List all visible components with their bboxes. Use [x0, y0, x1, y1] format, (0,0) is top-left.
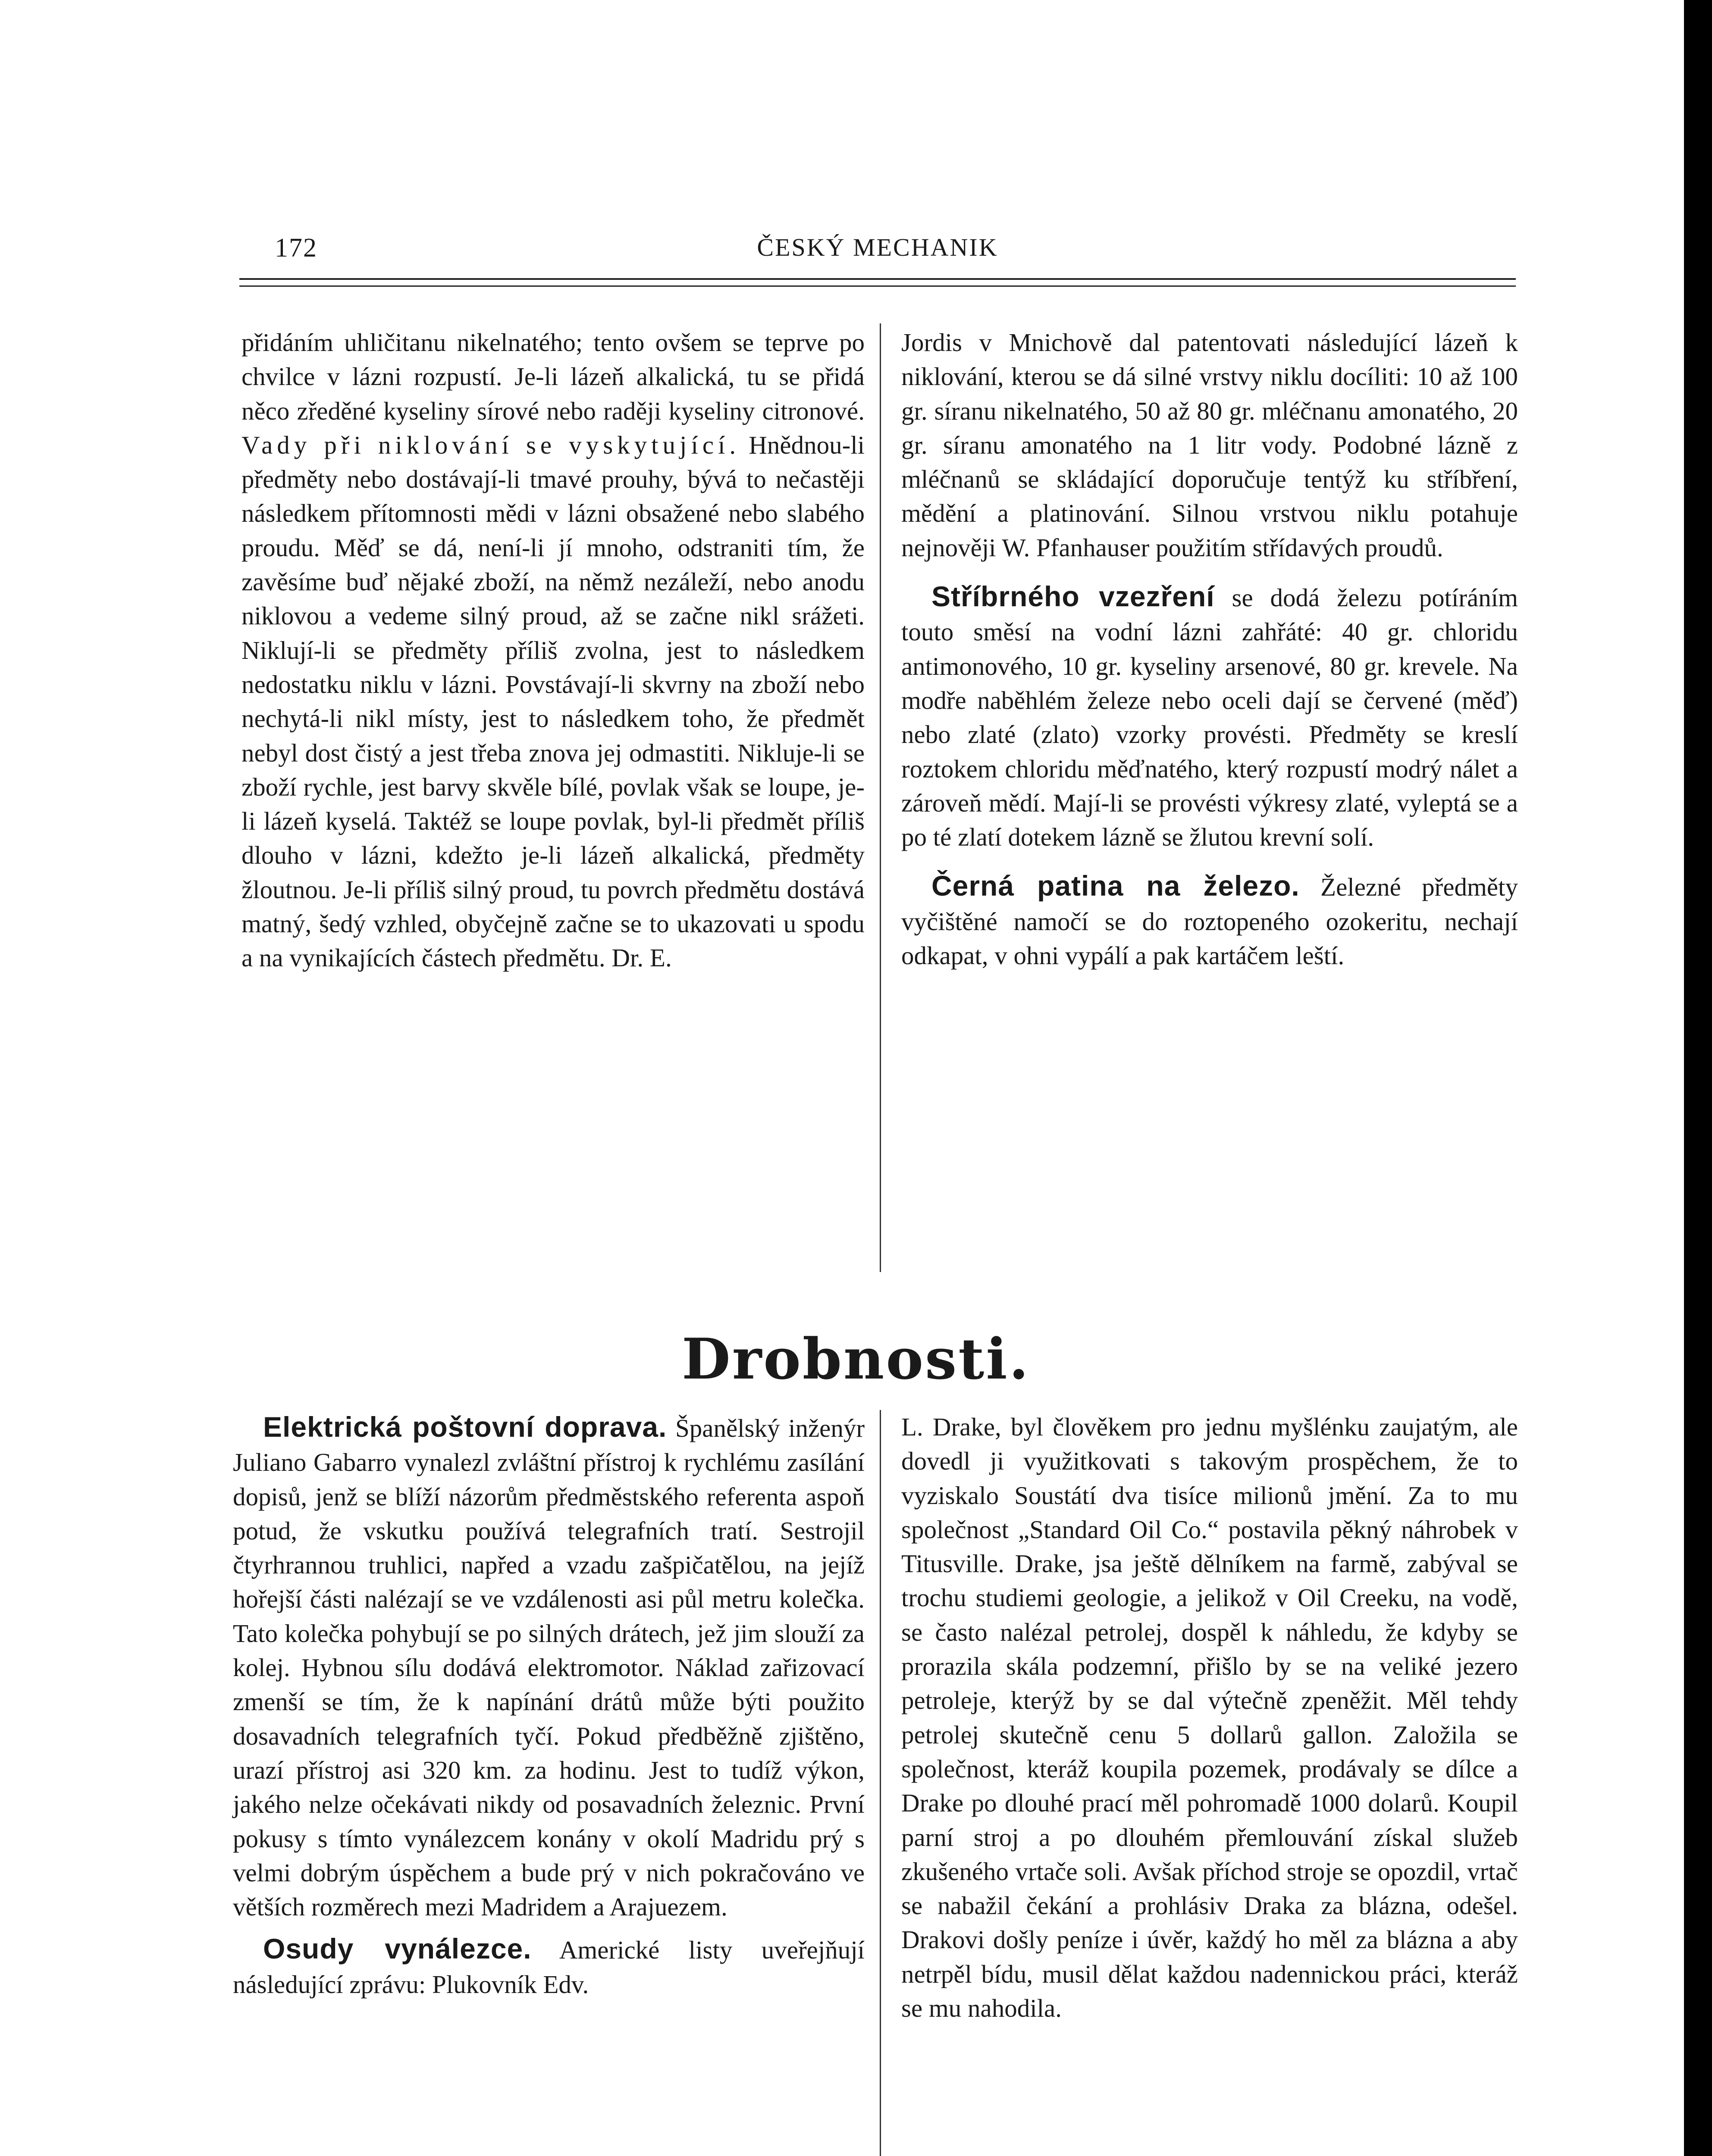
paragraph-silver-look — [901, 580, 1518, 854]
column-divider-bottom — [880, 1410, 881, 2156]
scan-border — [1684, 0, 1712, 2156]
paragraph-black-patina — [901, 869, 1518, 973]
text-run: Železné předměty vyčištěné namočí se do roztopeného ozokeritu, nechají odkapat, v ohni vypálí a pak kartáčem leští. — [901, 873, 1518, 970]
article-heading: Stříbrného vzezření — [931, 580, 1215, 613]
paragraph-nickel-faults — [241, 326, 865, 975]
text-run: Španělský inženýr Juliano Gabarro vynalezl zvláštní přístroj k rychlému zasílání dopisů, jenž se blíží názorům předměstského referenta aspoň potud, že vskutku používá telegrafních tratí. Sestrojil čtyrhrannou truhlici, napřed a vzadu zašpičatělou, na jejíž hořejší části nalézají se ve vzdálenosti asi půl metru kolečka. Tato kolečka pohybují se po silných drátech, jež jim slouží za kolej. Hybnou sílu dodává elektromotor. Náklad zařizovací zmenší se tím, že k napínání drátů může býti použito dosavadních telegrafních tyčí. Pokud předběžně zjištěno, urazí přístroj asi 320 km. za hodinu. Jest to tudíž výkon, jakého nelze očekávati nikdy od posavadních železnic. První pokusy s tímto vynálezcem konány v okolí Madridu prý s velmi dobrým úspěchem a bude prý v nich pokračováno ve větších rozměrech mezi Madridem a Arajuezem. — [233, 1414, 865, 1921]
page-header — [239, 233, 1516, 272]
article-heading: Osudy vynálezce. — [263, 1933, 532, 1965]
column-top-left — [241, 326, 865, 975]
paragraph-drake-story: L. Drake, byl člověkem pro jednu myšlénku zaujatým, ale dovedl ji využitkovati s takovým prospěchem, že to vyziskalo Soustátí dva tisíce milionů jmění. Za to mu společnost „Standard Oil Co.“ postavila pěkný náhrobek v Titusville. Drake, jsa ještě dělníkem na farmě, zabýval se trochu studiemi geologie, a jelikož v Oil Creeku, na vodě, se často nalézal petrolej, dospěl k náhledu, že kdyby se prorazila skála podzemní, přišlo by se na veliké jezero petroleje, kterýž by se dal výtečně zpeněžit. Měl tehdy petrolej skutečně cenu 5 dollarů gallon. Založila se společnost, kteráž koupila pozemek, prodávaly se dílce a Drake po dlouhé prací měl pohromadě 1000 dolarů. Koupil parní stroj a po dlouhém přemlouvání získal služeb zkušeného vrtače soli. Avšak příchod stroje se opozdil, vrtač se nabažil čekání a prohlásiv Draka za blázna, odešel. Drakovi došly peníze i úvěr, každý ho měl za blázna a aby netrpěl bídu, musil dělat každou nadennickou práci, kteráž se mu nahodila. — [901, 1413, 1518, 2023]
paragraph-nickel-bath: Jordis v Mnichově dal patentovati následující lázeň k niklování, kterou se dá silné vrstvy niklu docíliti: 10 až 100 gr. síranu nikelnatého, 50 až 80 gr. mléčnanu amonatého, 20 gr. síranu amonatého na 1 litr vody. Podobné lázně z mléčnanů se skládající doporučuje tentýž ku stříbření, mědění a platinování. Silnou vrstvou niklu potahuje nejnověji W. Pfanhauser použitím střídavých proudů. — [901, 328, 1518, 562]
page-number: 172 — [275, 233, 317, 263]
section-title: Drobnosti. — [682, 1326, 1030, 1392]
column-divider-top — [880, 323, 881, 1272]
header-rule — [239, 278, 1516, 280]
article-heading: Černá patina na železo. — [931, 870, 1300, 902]
header-rule-thin — [239, 285, 1516, 287]
column-top-right — [901, 326, 1518, 973]
running-title: ČESKÝ MECHANIK — [757, 233, 998, 261]
text-run: přidáním uhličitanu nikelnatého; tento ovšem se teprve po chvilce v lázni rozpustí. Je-li lázeň alkalická, tu se přidá něco zředěné kyseliny sírové nebo raději kyseliny citronové. — [241, 328, 865, 425]
spaced-subheading: Vady při niklování se vyskytující. — [241, 430, 740, 459]
column-bottom-left — [233, 1410, 865, 2002]
text-run: se dodá železu potíráním touto směsí na vodní lázni zahřáté: 40 gr. chloridu antimonového, 10 gr. kyseliny arsenové, 80 gr. krevele. Na modře naběhlém železe nebo oceli dají se červené (měď) nebo zlaté (zlato) vzorky provésti. Předměty se kreslí roztokem chloridu měďnatého, který rozpustí modrý nálet a zároveň mědí. Mají-li se provésti výkresy zlaté, vyleptá se a po té zlatí dotekem lázně se žlutou krevní solí. — [901, 583, 1518, 852]
paragraph-inventor-fate — [233, 1932, 865, 2002]
article-heading: Elektrická poštovní doprava. — [263, 1411, 667, 1443]
text-run: Americké listy uveřejňují následující zprávu: Plukovník Edv. — [233, 1936, 865, 1999]
column-bottom-right — [901, 1410, 1518, 2025]
text-run: Hnědnou-li předměty nebo dostávají-li tmavé prouhy, bývá to nečastěji následkem přítomnosti mědi v lázni obsažené nebo slabého proudu. Měď se dá, není-li jí mnoho, odstraniti tím, že zavěsíme buď nějaké zboží, na němž nezáleží, nebo anodu niklovou a vedeme silný proud, až se začne nikl srážeti. Niklují-li se předměty příliš zvolna, jest to následkem nedostatku niklu v lázni. Povstávají-li skvrny na zboží nebo nechytá-li nikl místy, jest to následkem toho, že předmět nebyl dost čistý a jest třeba znova jej odmastiti. Nikluje-li se zboží rychle, jest barvy skvěle bílé, povlak však se loupe, je-li lázeň kyselá. Taktéž se loupe povlak, byl-li předmět příliš dlouho v lázni, kdežto je-li lázeň alkalická, předměty žloutnou. Je-li příliš silný proud, tu povrch předmětu dostává matný, šedý vzhled, obyčejně začne se to ukazovati u spodu a na vynikajících částech předmětu. Dr. E. — [241, 430, 865, 972]
paragraph-electric-post — [233, 1410, 865, 1924]
